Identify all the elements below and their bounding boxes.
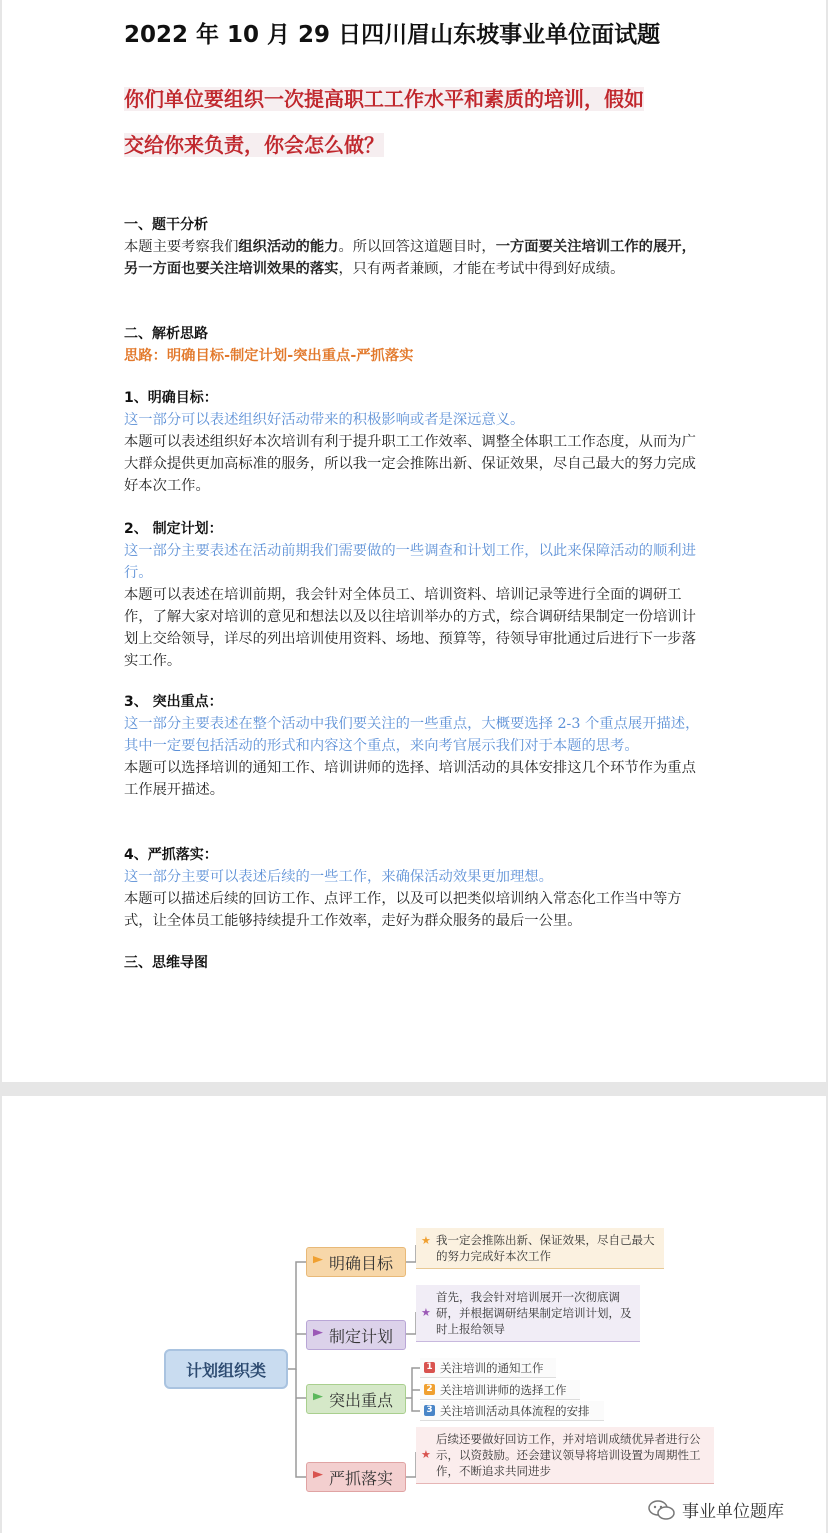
section-heading: 三、思维导图 — [124, 955, 208, 971]
number-badge: 3 — [424, 1405, 435, 1416]
bold-span: 一方面要关注培训工作的展开，另一方面也要关注培训效果的落实 — [124, 239, 696, 277]
number-badge: 1 — [424, 1362, 435, 1373]
mindmap-leaf-plan — [416, 1285, 640, 1342]
flag-icon — [313, 1393, 323, 1405]
connector-line — [406, 1245, 416, 1262]
connector-line — [406, 1368, 420, 1411]
point-text: 本题可以表述组织好本次培训有利于提升职工工作效率、调整全体职工工作态度，从而为广大群众提供更加高标准的服务，所以我一定会推陈出新、保证效果，尽自己最大的努力完成好本次工作。 — [124, 434, 696, 494]
watermark — [648, 1497, 784, 1522]
point-hint: 这一部分主要可以表述后续的一些工作，来确保活动效果更加理想。 — [124, 869, 553, 885]
leaf-text: 我一定会推陈出新、保证效果，尽自己最大的努力完成好本次工作 — [436, 1233, 655, 1263]
point-heading: 2、 制定计划： — [124, 521, 223, 537]
connector-line — [288, 1262, 306, 1369]
leaf-text: 首先，我会针对培训展开一次彻底调研，并根据调研结果制定培训计划，及时上报给领导 — [436, 1290, 632, 1336]
approach-summary: 思路：明确目标-制定计划-突出重点-严抓落实 — [124, 348, 414, 364]
point-heading: 3、 突出重点： — [124, 694, 223, 710]
star-icon: ★ — [421, 1234, 431, 1247]
bold-span: 组织活动的能力 — [238, 239, 339, 255]
node-label: 突出重点 — [329, 1390, 394, 1410]
question-line-1: 你们单位要组织一次提高职工工作水平和素质的培训，假如 — [124, 87, 644, 111]
point-text: 本题可以描述后续的回访工作、点评工作，以及可以把类似培训纳入常态化工作当中等方式，让全体员工能够持续提升工作效率，走好为群众服务的最后一公里。 — [124, 891, 682, 929]
point-hint: 这一部分可以表述组织好活动带来的积极影响或者是深远意义。 — [124, 412, 525, 428]
watermark-text: 事业单位题库 — [682, 1502, 784, 1522]
point-text: 本题可以表述在培训前期，我会针对全体员工、培训资料、培训记录等进行全面的调研工作，了解大家对培训的意见和想法以及以往培训举办的方式，综合调研结果制定一份培训计划上交给领导，详尽的列出培训使用资料、场地、预算等，待领导审批通过后进行下一步落实工作。 — [124, 587, 696, 669]
wechat-icon — [648, 1499, 676, 1521]
mindmap-item-2 — [420, 1380, 580, 1400]
node-label: 制定计划 — [329, 1326, 394, 1346]
mindmap-node-focus — [306, 1384, 406, 1414]
point-hint: 这一部分主要表述在整个活动中我们要关注的一些重点，大概要选择 2-3 个重点展开描述，其中一定要包括活动的形式和内容这个重点，来向考官展示我们对于本题的思考。 — [124, 716, 700, 754]
point-text: 本题可以选择培训的通知工作、培训讲师的选择、培训活动的具体安排这几个环节作为重点工作展开描述。 — [124, 760, 696, 798]
mindmap-node-implement — [306, 1462, 406, 1492]
point-hint: 这一部分主要表述在活动前期我们需要做的一些调查和计划工作，以此来保障活动的顺利进行。 — [124, 543, 696, 581]
item-text: 关注培训讲师的选择工作 — [440, 1383, 567, 1397]
point-heading: 1、明确目标： — [124, 390, 218, 406]
flag-icon — [313, 1256, 323, 1268]
mindmap-node-goal — [306, 1247, 406, 1277]
section-heading: 一、题干分析 — [124, 217, 208, 233]
text-span: ，只有两者兼顾，才能在考试中得到好成绩。 — [338, 261, 625, 277]
text-span: 。所以回答这道题目时， — [338, 239, 496, 255]
star-icon: ★ — [421, 1448, 431, 1461]
mindmap-root: 计划组织类 — [164, 1349, 288, 1389]
item-text: 关注培训活动具体流程的安排 — [440, 1404, 590, 1418]
number-badge: 2 — [424, 1384, 435, 1395]
point-heading: 4、严抓落实： — [124, 847, 218, 863]
section-heading: 二、解析思路 — [124, 326, 208, 342]
item-text: 关注培训的通知工作 — [440, 1361, 544, 1375]
node-label: 明确目标 — [329, 1253, 394, 1273]
question-line-2: 交给你来负责，你会怎么做？ — [124, 133, 384, 157]
connector-line — [296, 1369, 306, 1477]
page-title: 2022 年 10 月 29 日四川眉山东坡事业单位面试题 — [124, 22, 661, 48]
node-label: 严抓落实 — [329, 1468, 394, 1488]
leaf-text: 后续还要做好回访工作，并对培训成绩优异者进行公示，以资鼓励。还会建议领导将培训设置为周期性工作，不断追求共同进步 — [436, 1432, 701, 1478]
text-span: 本题主要考察我们 — [124, 239, 239, 255]
mindmap-leaf-implement — [416, 1427, 714, 1484]
mindmap-item-1 — [420, 1358, 556, 1378]
connector-line — [406, 1312, 416, 1334]
flag-icon — [313, 1329, 323, 1341]
mindmap-item-3 — [420, 1401, 604, 1421]
connector-line — [406, 1452, 416, 1477]
flag-icon — [313, 1471, 323, 1483]
mindmap-leaf-goal — [416, 1228, 664, 1269]
star-icon: ★ — [421, 1306, 431, 1319]
mindmap-node-plan — [306, 1320, 406, 1350]
